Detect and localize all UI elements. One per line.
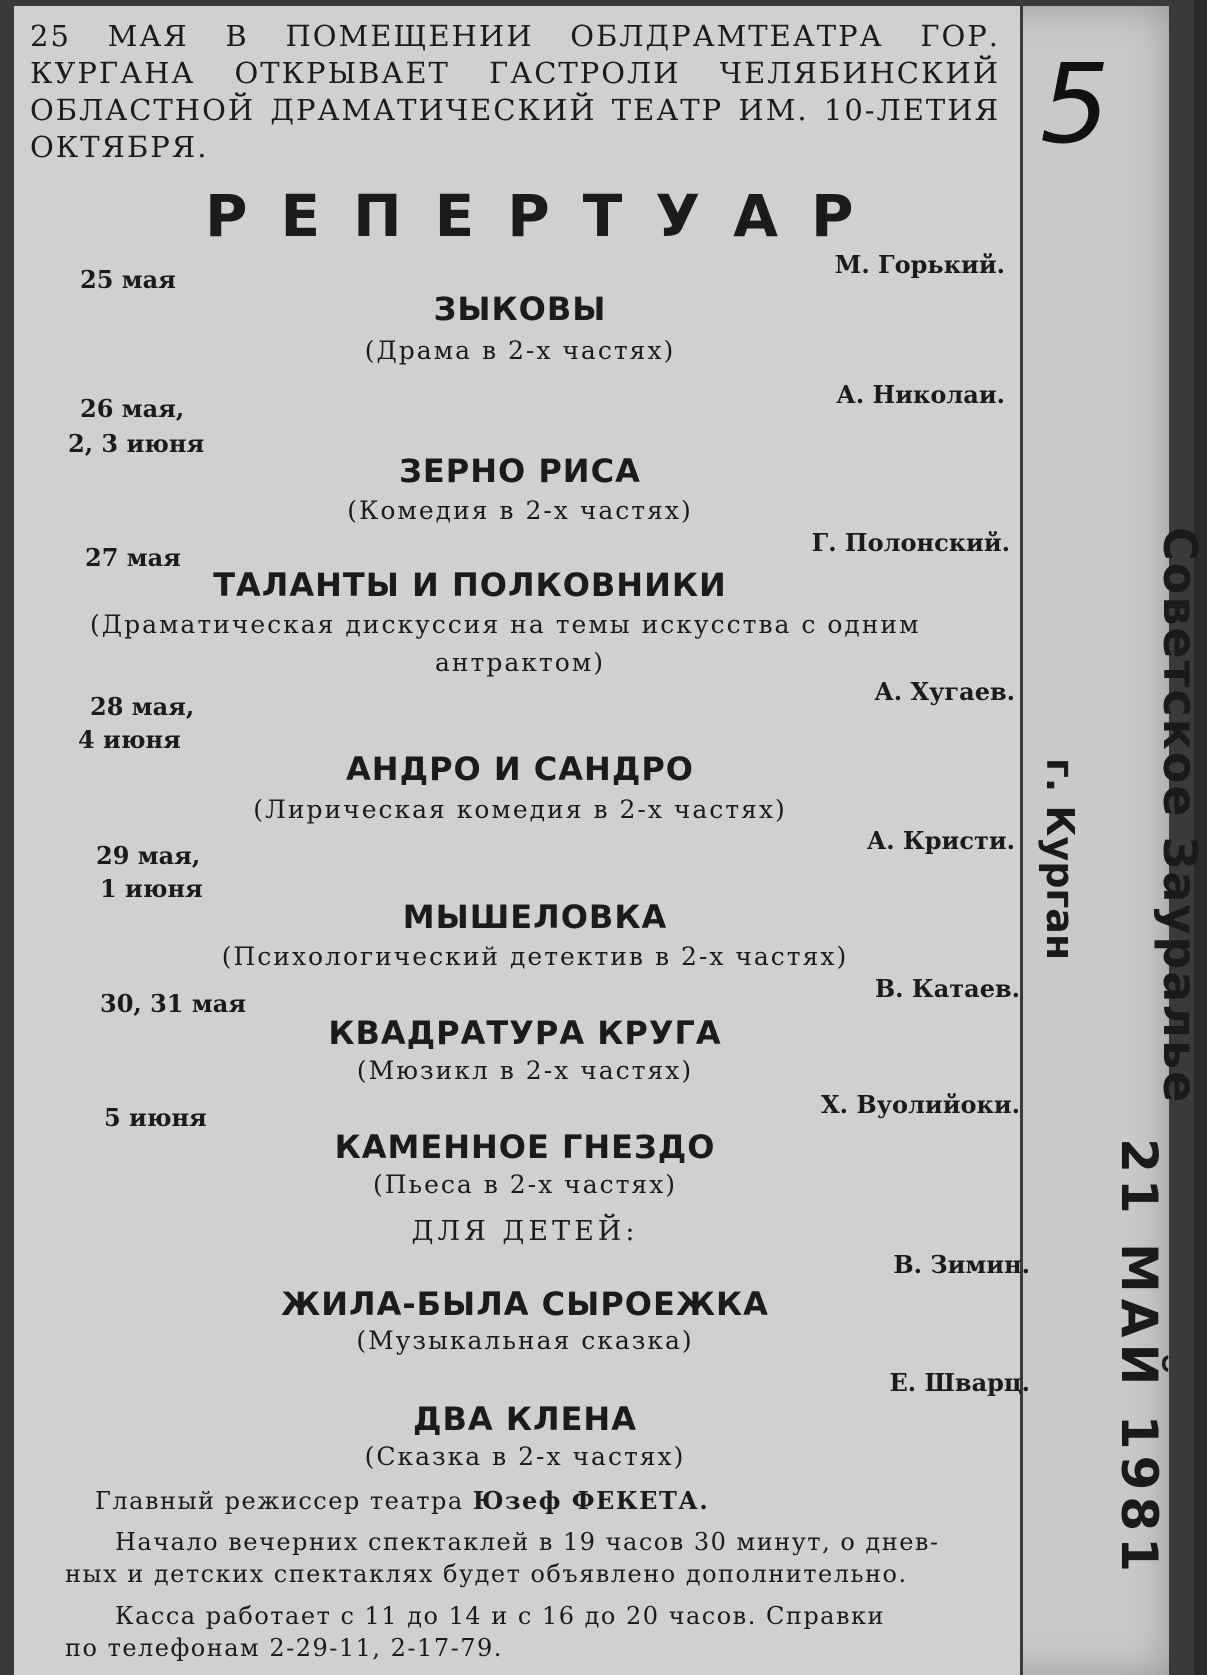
play-2-author: А. Николаи.	[836, 380, 1005, 409]
play-7-author: Х. Вуолийоки.	[820, 1090, 1020, 1119]
play-3-title: ТАЛАНТЫ И ПОЛКОВНИКИ	[213, 566, 727, 604]
play-2-date-1: 26 мая,	[80, 394, 185, 423]
director-label: Главный режиссер театра	[95, 1487, 464, 1515]
play-5-date-2: 1 июня	[100, 874, 203, 903]
schedule-line-2: ных и детских спектаклях будет объявлено дополнительно.	[65, 1560, 908, 1588]
schedule-line-1: Начало вечерних спектаклей в 19 часов 30 минут, о днев-	[115, 1528, 940, 1556]
play-7-title: КАМЕННОЕ ГНЕЗДО	[334, 1128, 716, 1166]
children-heading: ДЛЯ ДЕТЕЙ:	[411, 1216, 639, 1247]
play-4-date-1: 28 мая,	[90, 692, 195, 721]
play-6-title: КВАДРАТУРА КРУГА	[328, 1014, 722, 1052]
director-name: Юзеф ФЕКЕТА.	[472, 1486, 710, 1515]
play-4-author: А. Хугаев.	[874, 677, 1015, 706]
handwritten-page-number: 5	[1040, 40, 1110, 168]
play-7-genre: (Пьеса в 2-х частях)	[372, 1170, 678, 1199]
box-office-line-2: по телефонам 2-29-11, 2-17-79.	[65, 1634, 503, 1662]
stamp-city: г. Курган	[1038, 757, 1082, 961]
play-3-genre-cont: антрактом)	[434, 648, 605, 677]
announcement-intro: 25 МАЯ В ПОМЕЩЕНИИ ОБЛДРАМТЕАТРА ГОР. КУРГАНА ОТКРЫВАЕТ ГАСТРОЛИ ЧЕЛЯБИНСКИЙ ОБЛАСТНОЙ ДРАМАТИЧЕСКИЙ ТЕАТР ИМ. 10-ЛЕТИЯ ОКТЯБРЯ.	[30, 19, 1000, 164]
play-3-genre: (Драматическая дискуссия на темы искусства с одним	[90, 610, 921, 639]
play-4-date-2: 4 июня	[78, 725, 181, 754]
play-6-author: В. Катаев.	[874, 974, 1020, 1003]
play-6-genre: (Мюзикл в 2-х частях)	[356, 1056, 694, 1085]
play-4-title: АНДРО И САНДРО	[346, 750, 694, 788]
play-2-title: ЗЕРНО РИСА	[399, 452, 641, 490]
play-1-genre: (Драма в 2-х частях)	[364, 336, 676, 365]
repertoire-heading: РЕПЕРТУАР	[205, 182, 887, 250]
play-7-date: 5 июня	[104, 1103, 207, 1132]
stamp-date: 21 МАЙ 1981	[1110, 1138, 1168, 1578]
child-play-2-author: Е. Шварц.	[889, 1368, 1030, 1397]
child-play-1-genre: (Музыкальная сказка)	[356, 1326, 694, 1355]
child-play-2-genre: (Сказка в 2-х частях)	[364, 1442, 686, 1471]
play-5-genre: (Психологический детектив в 2-х частях)	[221, 942, 849, 971]
play-4-genre: (Лирическая комедия в 2-х частях)	[253, 795, 787, 824]
play-2-date-2: 2, 3 июня	[68, 429, 205, 458]
play-1-date: 25 мая	[80, 265, 176, 294]
play-5-date-1: 29 мая,	[96, 841, 201, 870]
play-1-author: М. Горький.	[834, 250, 1005, 279]
stamp-newspaper-name: Советское Зауралье	[1153, 527, 1207, 1105]
child-play-1-title: ЖИЛА-БЫЛА СЫРОЕЖКА	[281, 1285, 769, 1323]
child-play-1-author: В. Зимин.	[893, 1250, 1030, 1279]
play-6-date: 30, 31 мая	[100, 989, 246, 1018]
box-office-line-1: Касса работает с 11 до 14 и с 16 до 20 часов. Справки	[115, 1602, 885, 1630]
play-5-author: А. Кристи.	[866, 826, 1015, 855]
play-5-title: МЫШЕЛОВКА	[402, 898, 668, 936]
play-2-genre: (Комедия в 2-х частях)	[347, 496, 693, 525]
play-1-title: ЗЫКОВЫ	[433, 290, 607, 328]
child-play-2-title: ДВА КЛЕНА	[413, 1400, 637, 1438]
play-3-date: 27 мая	[85, 543, 181, 572]
director-line	[95, 1486, 709, 1515]
play-3-author: Г. Полонский.	[811, 528, 1010, 557]
